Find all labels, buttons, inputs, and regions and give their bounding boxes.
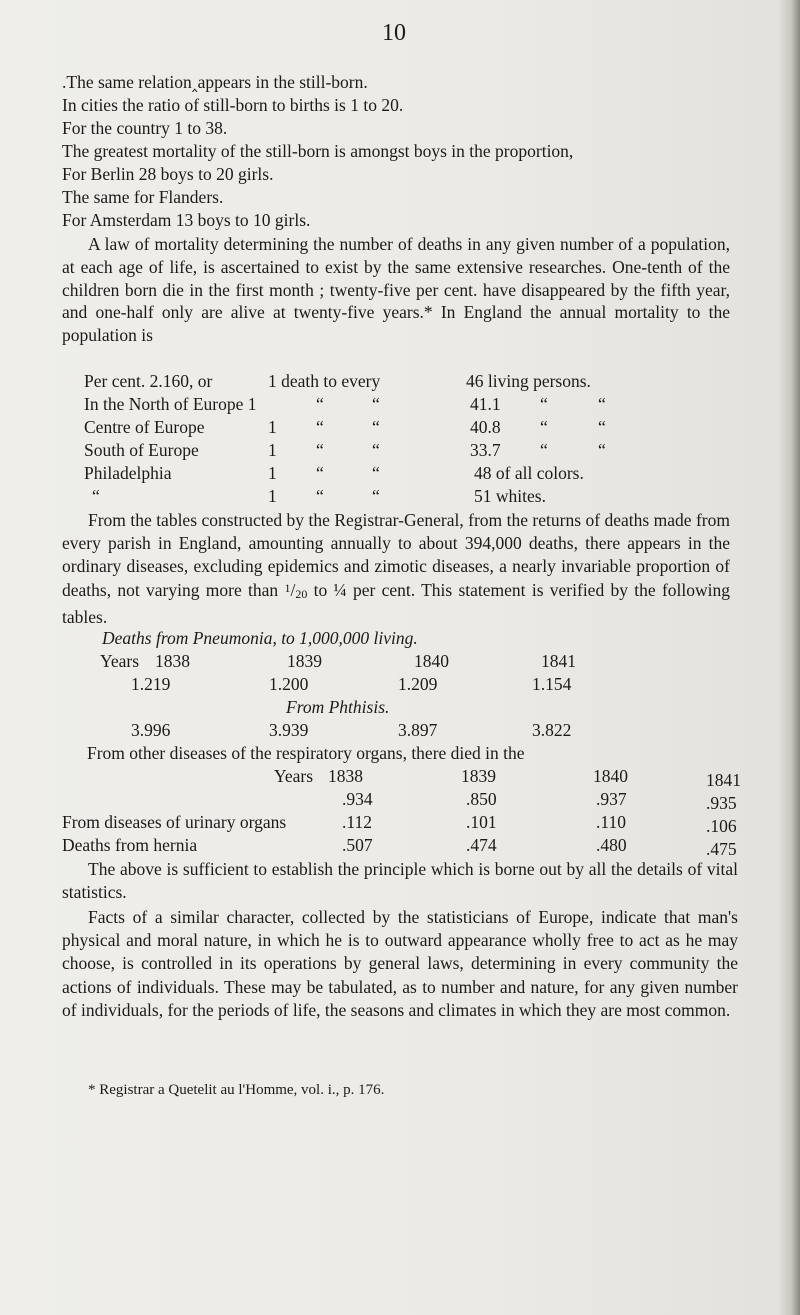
respiratory-value: .937 xyxy=(596,789,627,809)
ditto-mark: “ xyxy=(316,417,324,437)
footnote: * Registrar a Quetelit au l'Homme, vol. i., p. 176. xyxy=(88,1082,385,1098)
law-paragraph-text: A law of mortality determining the number of deaths in any given number of a population, at each age of life, is ascertained to exist by the same extensive researches. One-tenth of the children born die in the first month ; twenty-five per cent. have disappeared by the fifth year, and one-half only are alive at twenty-five years.* In England the annual mortality to the population is xyxy=(62,234,730,346)
phthisis-value: 3.897 xyxy=(398,720,438,740)
registrar-text-a: From the tables constructed by the Registrar-General, from the returns of deaths made from every parish in England, amounting annually to about 394,000 deaths, there appears in the ordinary diseases, excluding epidemics and zimotic diseases, a nearly invariable proportion of deaths, not varying more than xyxy=(62,510,730,601)
closing-paragraph-2 xyxy=(62,906,738,1022)
ditto-mark: “ xyxy=(540,440,548,460)
mortality-row-one: 1 xyxy=(268,463,277,483)
urinary-label: From diseases of urinary organs xyxy=(62,812,287,832)
year-header: 1839 xyxy=(287,651,322,671)
phthisis-value: 3.822 xyxy=(532,720,572,740)
page-number: 10 xyxy=(382,20,406,46)
law-paragraph xyxy=(62,233,730,347)
ditto-mark: “ xyxy=(598,417,606,437)
mortality-row-place: In the North of Europe 1 xyxy=(84,394,257,414)
registrar-paragraph-text xyxy=(62,509,730,629)
ditto-mark: “ xyxy=(372,394,380,414)
opening-line: For Berlin 28 boys to 20 girls. xyxy=(62,164,274,184)
mortality-row-ratio: 41.1 xyxy=(470,394,501,414)
closing-paragraph-1 xyxy=(62,858,738,904)
ditto-mark: “ xyxy=(316,486,324,506)
registrar-text-b: to ¼ per cent. This statement is verified by the following tables. xyxy=(62,580,731,628)
pneumonia-value: 1.200 xyxy=(269,674,309,694)
mortality-row-one: 1 xyxy=(268,486,277,506)
closing-paragraph-2-text: Facts of a similar character, collected by the statisticians of Europe, indicate that man's physical and moral nature, in which he is to outward appearance wholly free to act as he may choose, is controlled in its operations by general laws, determining in every community the actions of individuals. These may be tabulated, as to number and nature, for any given number of individuals, for the periods of life, the seasons and climates in which they are most common. xyxy=(62,907,738,1020)
pneumonia-value: 1.154 xyxy=(532,674,572,694)
opening-line: The greatest mortality of the still-born is amongst boys in the proportion, xyxy=(62,141,574,161)
mortality-row-place: Per cent. 2.160, or xyxy=(84,371,213,391)
urinary-value: .101 xyxy=(466,812,497,832)
year-header: 1839 xyxy=(461,766,496,786)
mortality-row-ratio: 33.7 xyxy=(470,440,501,460)
years-label: Years xyxy=(274,766,314,786)
ditto-mark: “ xyxy=(372,440,380,460)
opening-line: For the country 1 to 38. xyxy=(62,118,228,138)
hernia-value: .475 xyxy=(706,839,737,859)
pneumonia-title: Deaths from Pneumonia, to 1,000,000 living. xyxy=(102,628,418,648)
opening-line: For Amsterdam 13 boys to 10 girls. xyxy=(62,210,311,230)
ditto-mark: “ xyxy=(372,486,380,506)
phthisis-title: From Phthisis. xyxy=(286,697,390,717)
urinary-value: .112 xyxy=(342,812,372,832)
ditto-mark: “ xyxy=(540,394,548,414)
year-header: 1840 xyxy=(593,766,628,786)
opening-line: The same for Flanders. xyxy=(62,187,224,207)
hernia-value: .480 xyxy=(596,835,627,855)
ditto-mark: “ xyxy=(316,463,324,483)
respiratory-intro: From other diseases of the respiratory organs, there died in the xyxy=(87,743,525,763)
mortality-row-ratio: 51 whites. xyxy=(474,486,546,506)
hernia-value: .474 xyxy=(466,835,497,855)
ditto-mark: “ xyxy=(316,440,324,460)
fraction-numerator: 1 xyxy=(284,581,291,596)
ditto-mark: “ xyxy=(598,440,606,460)
registrar-paragraph xyxy=(62,509,730,629)
mortality-row-ratio: 46 living persons. xyxy=(466,371,591,391)
mortality-row-one: 1 xyxy=(268,417,277,437)
mortality-row-ratio: 48 of all colors. xyxy=(474,463,584,483)
mortality-row-place: Centre of Europe xyxy=(84,417,205,437)
hernia-label: Deaths from hernia xyxy=(62,835,198,855)
urinary-value: .110 xyxy=(596,812,626,832)
respiratory-value: .935 xyxy=(706,793,737,813)
mortality-row-ratio: 40.8 xyxy=(470,417,501,437)
pneumonia-value: 1.219 xyxy=(131,674,171,694)
mortality-row-place: Philadelphia xyxy=(84,463,172,483)
hernia-value: .507 xyxy=(342,835,373,855)
years-label: Years xyxy=(100,651,140,671)
urinary-value: .106 xyxy=(706,816,737,836)
pneumonia-value: 1.209 xyxy=(398,674,438,694)
phthisis-value: 3.996 xyxy=(131,720,171,740)
ditto-mark: “ xyxy=(598,394,606,414)
year-header: 1838 xyxy=(328,766,363,786)
fraction-slash: / xyxy=(290,580,296,601)
opening-line: In cities the ratio of still-born to births is 1 to 20. xyxy=(62,95,404,115)
year-header: 1841 xyxy=(706,770,741,790)
ditto-mark: “ xyxy=(316,394,324,414)
respiratory-value: .850 xyxy=(466,789,497,809)
respiratory-value: .934 xyxy=(342,789,373,809)
mortality-row-place: “ xyxy=(92,486,100,506)
ditto-mark: “ xyxy=(540,417,548,437)
year-header: 1841 xyxy=(541,651,576,671)
ditto-mark: “ xyxy=(372,463,380,483)
closing-paragraph-1-text: The above is sufficient to establish the principle which is borne out by all the details of vital statistics. xyxy=(62,859,738,902)
year-header: 1840 xyxy=(414,651,449,671)
mortality-row-place: South of Europe xyxy=(84,440,199,460)
fraction-denominator: 20 xyxy=(295,587,308,602)
year-header: 1838 xyxy=(155,651,190,671)
mortality-row-one: 1 xyxy=(268,440,277,460)
mortality-row-death: 1 death to every xyxy=(268,371,381,391)
page-edge-shadow xyxy=(778,0,800,1315)
phthisis-value: 3.939 xyxy=(269,720,309,740)
opening-line: .The same relation‸appears in the still-born. xyxy=(62,72,368,92)
ditto-mark: “ xyxy=(372,417,380,437)
